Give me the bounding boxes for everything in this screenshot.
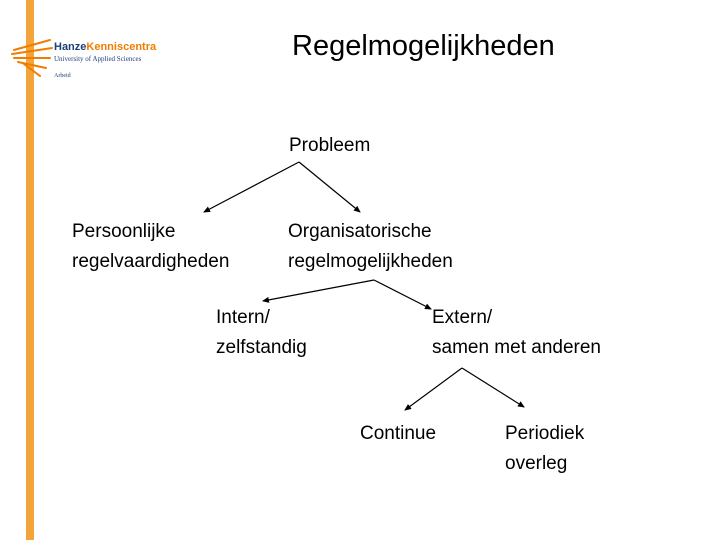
node-periodiek-line1: Periodiek bbox=[505, 423, 585, 444]
logo-wordmark: HanzeKenniscentra bbox=[54, 41, 157, 53]
node-periodiek-line2: overleg bbox=[505, 453, 568, 474]
node-organisatorische-line2: regelmogelijkheden bbox=[288, 251, 453, 272]
logo-subtitle: University of Applied Sciences bbox=[54, 55, 142, 63]
node-periodiek bbox=[505, 419, 584, 479]
edge-extern-continue bbox=[405, 368, 462, 410]
logo-department: Arbeid bbox=[54, 73, 71, 79]
edge-root-left bbox=[204, 162, 299, 212]
node-continue bbox=[360, 419, 436, 449]
edge-extern-periodiek bbox=[462, 368, 524, 407]
node-extern bbox=[432, 303, 601, 363]
node-intern-line2: zelfstandig bbox=[216, 337, 307, 358]
node-organisatorische bbox=[288, 217, 453, 277]
node-organisatorische-line1: Organisatorische bbox=[288, 221, 432, 242]
edge-org-extern bbox=[374, 280, 431, 309]
node-continue-label: Continue bbox=[360, 423, 437, 444]
edge-org-intern bbox=[263, 280, 374, 301]
node-probleem bbox=[289, 131, 370, 161]
node-intern bbox=[216, 303, 307, 363]
node-persoonlijke bbox=[72, 217, 229, 277]
node-probleem-label: Probleem bbox=[289, 135, 371, 156]
node-persoonlijke-line1: Persoonlijke bbox=[72, 221, 176, 242]
node-persoonlijke-line2: regelvaardigheden bbox=[72, 251, 230, 272]
node-extern-line1: Extern/ bbox=[432, 307, 493, 328]
node-intern-line1: Intern/ bbox=[216, 307, 270, 328]
slide-title: Regelmogelijkheden bbox=[292, 30, 555, 62]
edge-root-right bbox=[299, 162, 360, 212]
node-extern-line2: samen met anderen bbox=[432, 337, 601, 358]
